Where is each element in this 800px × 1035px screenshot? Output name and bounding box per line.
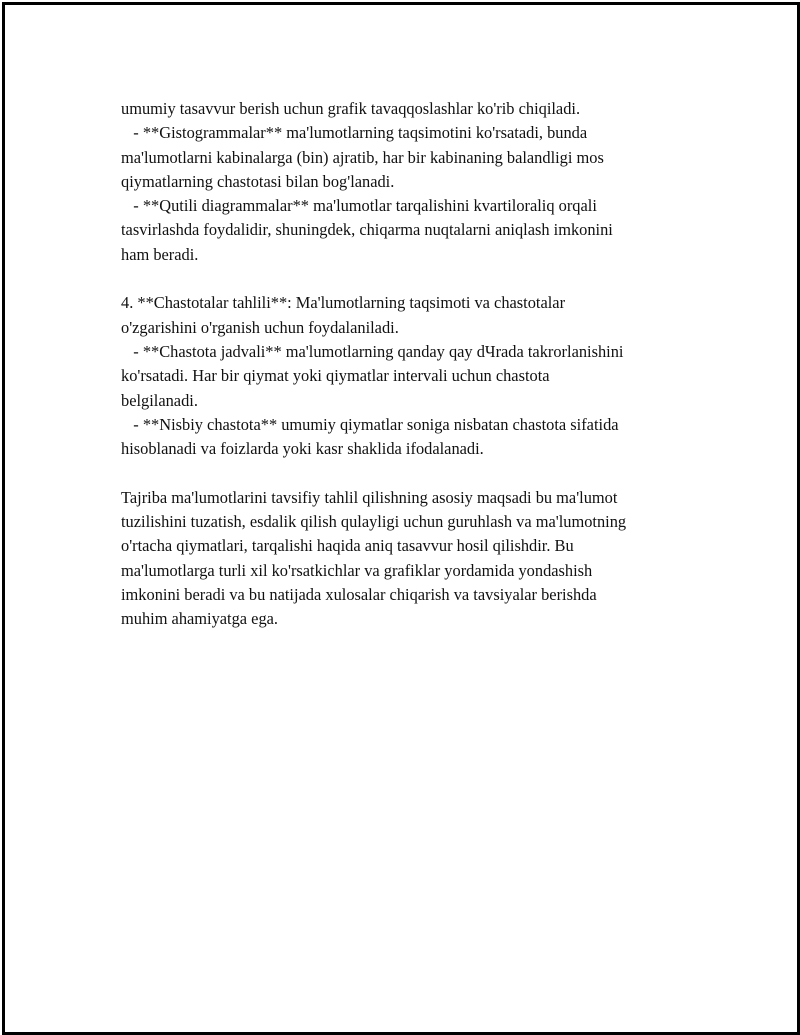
text-line: belgilanadi. xyxy=(121,390,198,410)
paragraph-frequency-analysis xyxy=(121,291,721,461)
text-line: Tajriba ma'lumotlarini tavsifiy tahlil qilishning asosiy maqsadi bu ma'lumot xyxy=(121,487,618,507)
paragraph-charts xyxy=(121,97,721,267)
text-line: imkonini beradi va bu natijada xulosalar chiqarish va tavsiyalar berishda xyxy=(121,584,597,604)
paragraph-conclusion xyxy=(121,486,721,632)
page-text xyxy=(121,97,721,632)
text-line: o'rtacha qiymatlari, tarqalishi haqida aniq tasavvur hosil qilishdir. Bu xyxy=(121,536,574,556)
text-line: - **Chastota jadvali** ma'lumotlarning qanday qay dЧrada takrorlanishini xyxy=(121,341,624,361)
text-line: hisoblanadi va foizlarda yoki kasr shaklida ifodalanadi. xyxy=(121,439,484,459)
text-line: qiymatlarning chastotasi bilan bog'lanadi. xyxy=(121,171,395,191)
text-line: ma'lumotlarga turli xil ko'rsatkichlar va grafiklar yordamida yondashish xyxy=(121,560,593,580)
page-frame xyxy=(2,2,800,1035)
text-line: ma'lumotlarni kabinalarga (bin) ajratib, har bir kabinaning balandligi mos xyxy=(121,147,604,167)
text-line: umumiy tasavvur berish uchun grafik tavaqqoslashlar ko'rib chiqiladi. xyxy=(121,99,581,118)
text-line: ko'rsatadi. Har bir qiymat yoki qiymatlar intervali uchun chastota xyxy=(121,366,550,386)
text-line: - **Nisbiy chastota** umumiy qiymatlar soniga nisbatan chastota sifatida xyxy=(121,414,619,434)
paragraph-spacer xyxy=(121,461,721,485)
text-line: - **Qutili diagrammalar** ma'lumotlar tarqalishini kvartiloraliq orqali xyxy=(121,196,597,216)
text-line: tuzilishini tuzatish, esdalik qilish qulayligi uchun guruhlash va ma'lumotning xyxy=(121,512,627,532)
paragraph-spacer xyxy=(121,267,721,291)
text-line: tasvirlashda foydalidir, shuningdek, chiqarma nuqtalarni aniqlash imkonini xyxy=(121,220,613,240)
text-line: - **Gistogrammalar** ma'lumotlarning taqsimotini ko'rsatadi, bunda xyxy=(121,123,588,143)
text-line: 4. **Chastotalar tahlili**: Ma'lumotlarning taqsimoti va chastotalar xyxy=(121,293,566,313)
text-line: ham beradi. xyxy=(121,244,199,264)
text-line: muhim ahamiyatga ega. xyxy=(121,609,279,629)
text-line: o'zgarishini o'rganish uchun foydalaniladi. xyxy=(121,317,399,337)
